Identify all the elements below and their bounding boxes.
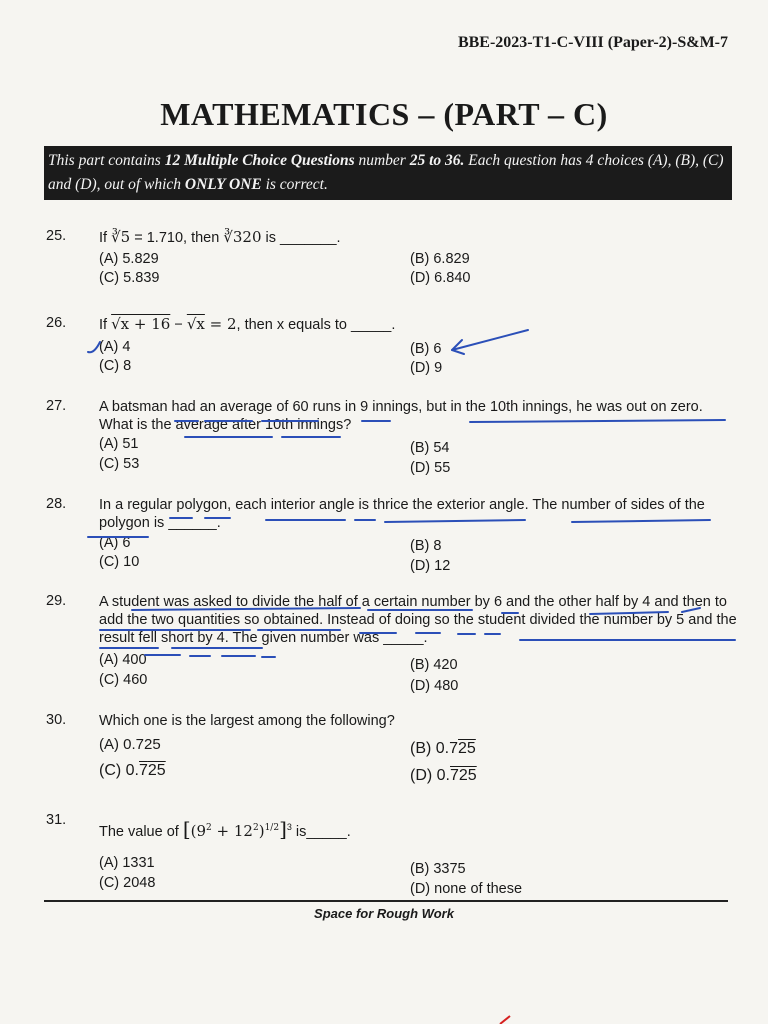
- question-31: [46, 812, 738, 896]
- page-title: MATHEMATICS – (PART – C): [160, 96, 608, 132]
- option-d[interactable]: (D) 9: [410, 360, 443, 376]
- option-b[interactable]: (B) 3375: [410, 861, 466, 877]
- option-a[interactable]: (A) 5.829: [99, 251, 159, 267]
- option-c[interactable]: (C) 10: [99, 554, 140, 570]
- question-number: 30.: [46, 712, 67, 728]
- question-text: If √x + 16 − √x = 2, then x equals to _____.: [99, 315, 396, 333]
- option-b[interactable]: (B) 6: [410, 341, 442, 357]
- option-a[interactable]: (A) 6: [99, 535, 131, 551]
- question-number: 28.: [46, 496, 67, 512]
- question-30: [46, 712, 738, 792]
- option-b[interactable]: (B) 8: [410, 538, 442, 554]
- option-a[interactable]: (A) 400: [99, 652, 147, 668]
- question-25: [46, 228, 738, 298]
- option-b[interactable]: (B) 54: [410, 440, 450, 456]
- question-text: The value of $[(9^2 + 12^2)^{1/2}]^3$ is_____.: [99, 816, 351, 841]
- instr-bold-1: 12 Multiple Choice Questions: [164, 152, 355, 169]
- option-d[interactable]: (D) none of these: [410, 881, 523, 897]
- option-c[interactable]: (C) 460: [99, 672, 148, 688]
- instr-text-4: is correct.: [261, 176, 328, 193]
- question-text: In a regular polygon, each interior angle is thrice the exterior angle. The number of sides of the polygon is ______.: [99, 497, 705, 531]
- option-c[interactable]: (C) 5.839: [99, 270, 160, 286]
- instructions-banner: [44, 146, 732, 200]
- question-number: 26.: [46, 315, 67, 331]
- question-text: A batsman had an average of 60 runs in 9 innings, but in the 10th innings, he was out on zero. What is the average after 10th innings?: [99, 399, 703, 433]
- question-text: If ∛5 = 1.710, then ∛320 is _______.: [99, 228, 341, 246]
- question-text: Which one is the largest among the following?: [99, 713, 395, 729]
- option-d[interactable]: (D) 480: [410, 678, 459, 694]
- question-26: [46, 315, 738, 377]
- instr-bold-3: ONLY ONE: [184, 176, 262, 193]
- option-a[interactable]: (A) 1331: [99, 855, 155, 871]
- rough-work-divider: [44, 900, 728, 902]
- option-b[interactable]: (B) 420: [410, 657, 458, 673]
- question-number: 25.: [46, 228, 67, 244]
- option-d[interactable]: (D) 55: [410, 460, 451, 476]
- option-d[interactable]: (D) 12: [410, 558, 451, 574]
- question-29: [46, 593, 738, 693]
- option-a[interactable]: (A) 0.725: [99, 736, 161, 753]
- instr-text-2: number: [354, 152, 410, 169]
- question-number: 31.: [46, 812, 67, 828]
- option-b[interactable]: (B) 6.829: [410, 251, 470, 267]
- rough-work-label: Space for Rough Work: [314, 906, 454, 921]
- option-d[interactable]: (D) 0.725: [410, 767, 477, 784]
- question-number: 27.: [46, 398, 67, 414]
- question-text: A student was asked to divide the half of a certain number by 6 and the other half by 4 and then to add the two quantities so obtained. Instead of doing so the student divided the number by 5 and the result fell short by 4. The given number was _____.: [99, 594, 737, 646]
- instr-text-3: Each question has 4 choices (A), (B), (C) and (D), out of which: [48, 152, 724, 193]
- instr-text-1: This part contains: [48, 152, 165, 169]
- instr-bold-2: 25 to 36.: [409, 152, 465, 169]
- option-d[interactable]: (D) 6.840: [410, 270, 471, 286]
- question-27: [46, 398, 738, 478]
- option-c[interactable]: (C) 0.725: [99, 762, 166, 779]
- option-c[interactable]: (C) 2048: [99, 875, 156, 891]
- option-a[interactable]: (A) 51: [99, 436, 139, 452]
- option-a[interactable]: (A) 4: [99, 339, 131, 355]
- option-c[interactable]: (C) 8: [99, 358, 132, 374]
- option-c[interactable]: (C) 53: [99, 456, 140, 472]
- option-b[interactable]: (B) 0.725: [410, 740, 476, 757]
- question-number: 29.: [46, 593, 67, 609]
- paper-code: BBE-2023-T1-C-VIII (Paper-2)-S&M-7: [457, 34, 728, 51]
- question-28: [46, 496, 738, 576]
